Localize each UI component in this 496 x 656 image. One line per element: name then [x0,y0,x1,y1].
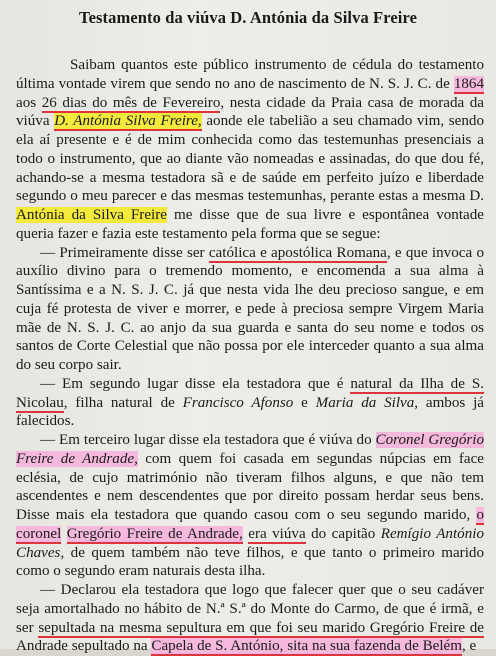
paragraph-first-clause [16,244,484,375]
text-span: , ambos já falecidos. [16,394,484,430]
text-span: , e que invoca o auxílio divino para o tremendo momento, e encomenda a sua alma à Santíssima e a N. S. J. C. já que nesta vida lhe deu precioso sangue, e em cuja fé protesta de viver e morrer, e pede à preciosa sempre Virgem Maria mãe de N. S. J. C. ao anjo da sua guarda e santa do seu nome e todos os santos de Corte Celestial que não possa por ele interceder quanto a sua alma do seu corpo sair. [16,244,484,373]
text-span: me disse que de sua livre e espontânea vontade queria fazer e fazia este testamento pela forma que se segue: [16,207,484,242]
highlight-name-1: D. Antónia Silva Freire, [54,113,202,130]
father-name: Francisco Afonso [182,394,294,411]
document-title: Testamento da viúva D. Antónia da Silva Freire [79,8,417,27]
document-body [16,56,484,656]
paragraph-third-clause [16,431,484,581]
captain-name: Remígio António Chaves [16,525,484,561]
mother-name: Maria da Silva [315,394,415,411]
highlight-chapel: Capela de S. António, sita na sua fazenda de Belém [151,638,462,655]
highlight-husband: Coronel Gregório Freire de Andrade, [16,432,484,467]
underline-burial: sepultada na mesma sepultura em que foi seu marido Gregório Freire de [38,619,485,636]
text-span: — Em terceiro lugar disse ela testadora que é viúva do [40,432,376,448]
text-span: , e [461,638,477,655]
underline-widow: era viúva [248,525,306,542]
text-span: aonde ele tabelião a seu chamado vim, sendo ela aí presente e é de mim conhecida como das testemunhas presenciais a todo o instrumento, que ao diante vão nomeadas e assinadas, do que dou fé, achando-se a mesma testadora sã e de saúde em perfeito juízo e liberdade segundo o meu parecer e das mesmas testemunhas, perante estas a mesma D. [16,113,484,205]
text-span: com quem foi casada em segundas núpcias em face eclésia, de cujo matrimónio não tiveram filhos alguns, e que não tem ascendentes e nem descendentes que por direito possam herdar seus bens. Disse mais ela testadora que quando casou com o seu segundo marido, [16,450,484,523]
highlight-husband-2: Gregório Freire de Andrade, [66,525,243,542]
paragraph-preamble [16,56,484,244]
text-span: Andrade sepultado na [16,638,152,655]
highlight-year: 1864 [453,75,484,92]
underline-origin: natural da Ilha de S. Nicolau [16,375,484,411]
text-span: Saibam quantos este público instrumento de cédula do testamento última vontade virem que sendo no ano de nascimento de N. S. J. C. de [16,57,484,92]
text-span: e [293,394,316,411]
underline-faith: católica e apostólica Romana [208,244,387,261]
highlight-coronel: o coronel [16,507,484,542]
underline-date: 26 dias do mês de Fevereiro [41,94,221,111]
text-span: — Declarou ela testadora que logo que falecer quer que o seu cadáver seja amortalhado no hábito de N.ª S.ª do Monte do Carmo, de que é irmã, e ser [16,582,484,636]
highlight-name-2: Antónia da Silva Freire [16,207,167,223]
text-span: aos [16,94,42,111]
text-span: — Primeiramente disse ser [40,244,209,261]
text-span: , de quem também não teve filhos, e que tanto o primeiro marido como o segundo eram naturais desta ilha. [16,544,484,580]
text-span: , nesta cidade da Praia casa de morada da viúva [16,94,484,130]
paragraph-burial-clause [16,581,484,656]
paragraph-second-clause [16,375,484,431]
text-span: do capitão [305,525,381,542]
text-span: — Em segundo lugar disse ela testadora que é [40,375,351,392]
text-span: , filha natural de [63,394,183,411]
